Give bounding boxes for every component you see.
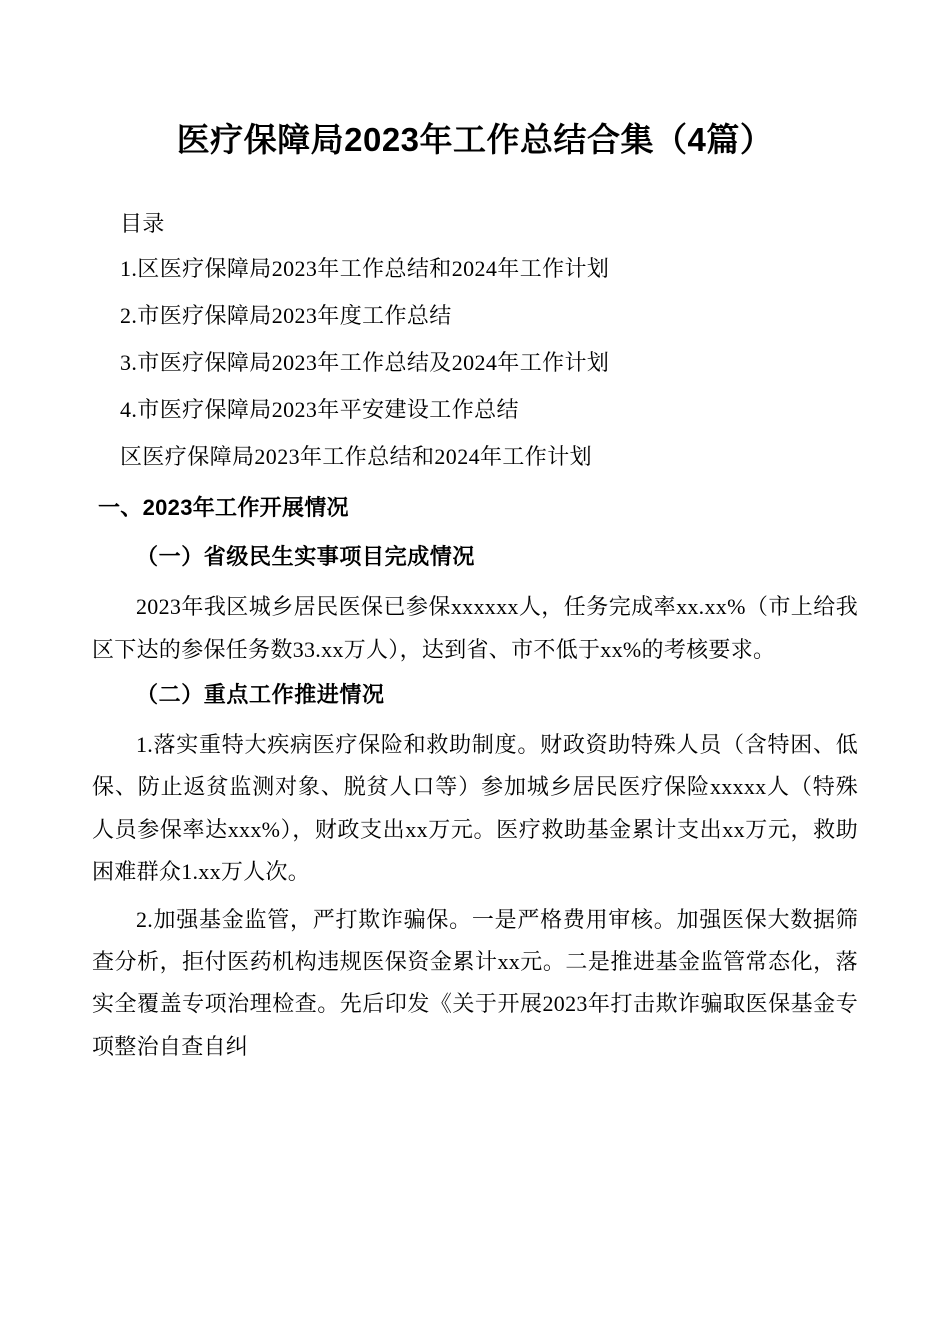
toc-heading: 目录	[120, 210, 165, 236]
toc-item-3[interactable]: 3.市医疗保障局2023年工作总结及2024年工作计划	[120, 349, 610, 375]
paragraph-critical-illness-insurance: 1.落实重特大疾病医疗保险和救助制度。财政资助特殊人员（含特困、低保、防止返贫监测对象、脱贫人口等）参加城乡居民医疗保险xxxxx人（特殊人员参保率达xxx%），财政支出xx万元。医疗救助基金累计支出xx万元，救助困难群众1.xx万人次。	[92, 732, 858, 884]
toc-item-1[interactable]: 1.区医疗保障局2023年工作总结和2024年工作计划	[120, 255, 610, 281]
paragraph-insurance-enrollment: 2023年我区城乡居民医保已参保xxxxxx人，任务完成率xx.xx%（市上给我区下达的参保任务数33.xx万人），达到省、市不低于xx%的考核要求。	[92, 594, 858, 662]
section-title: 区医疗保障局2023年工作总结和2024年工作计划	[120, 443, 593, 469]
toc-item-2[interactable]: 2.市医疗保障局2023年度工作总结	[120, 302, 452, 328]
page-title: 医疗保障局2023年工作总结合集（4篇）	[176, 121, 774, 158]
subheading-key-work: （二）重点工作推进情况	[136, 681, 385, 707]
paragraph-fund-supervision: 2.加强基金监管，严打欺诈骗保。一是严格费用审核。加强医保大数据筛查分析，拒付医药机构违规医保资金累计xx元。二是推进基金监管常态化，落实全覆盖专项治理检查。先后印发《关于开展2023年打击欺诈骗取医保基金专项整治自查自纠	[92, 906, 858, 1059]
subheading-provincial-projects: （一）省级民生实事项目完成情况	[136, 544, 476, 570]
toc-item-4[interactable]: 4.市医疗保障局2023年平安建设工作总结	[120, 396, 519, 422]
heading-work-progress-2023: 一、2023年工作开展情况	[98, 495, 349, 521]
